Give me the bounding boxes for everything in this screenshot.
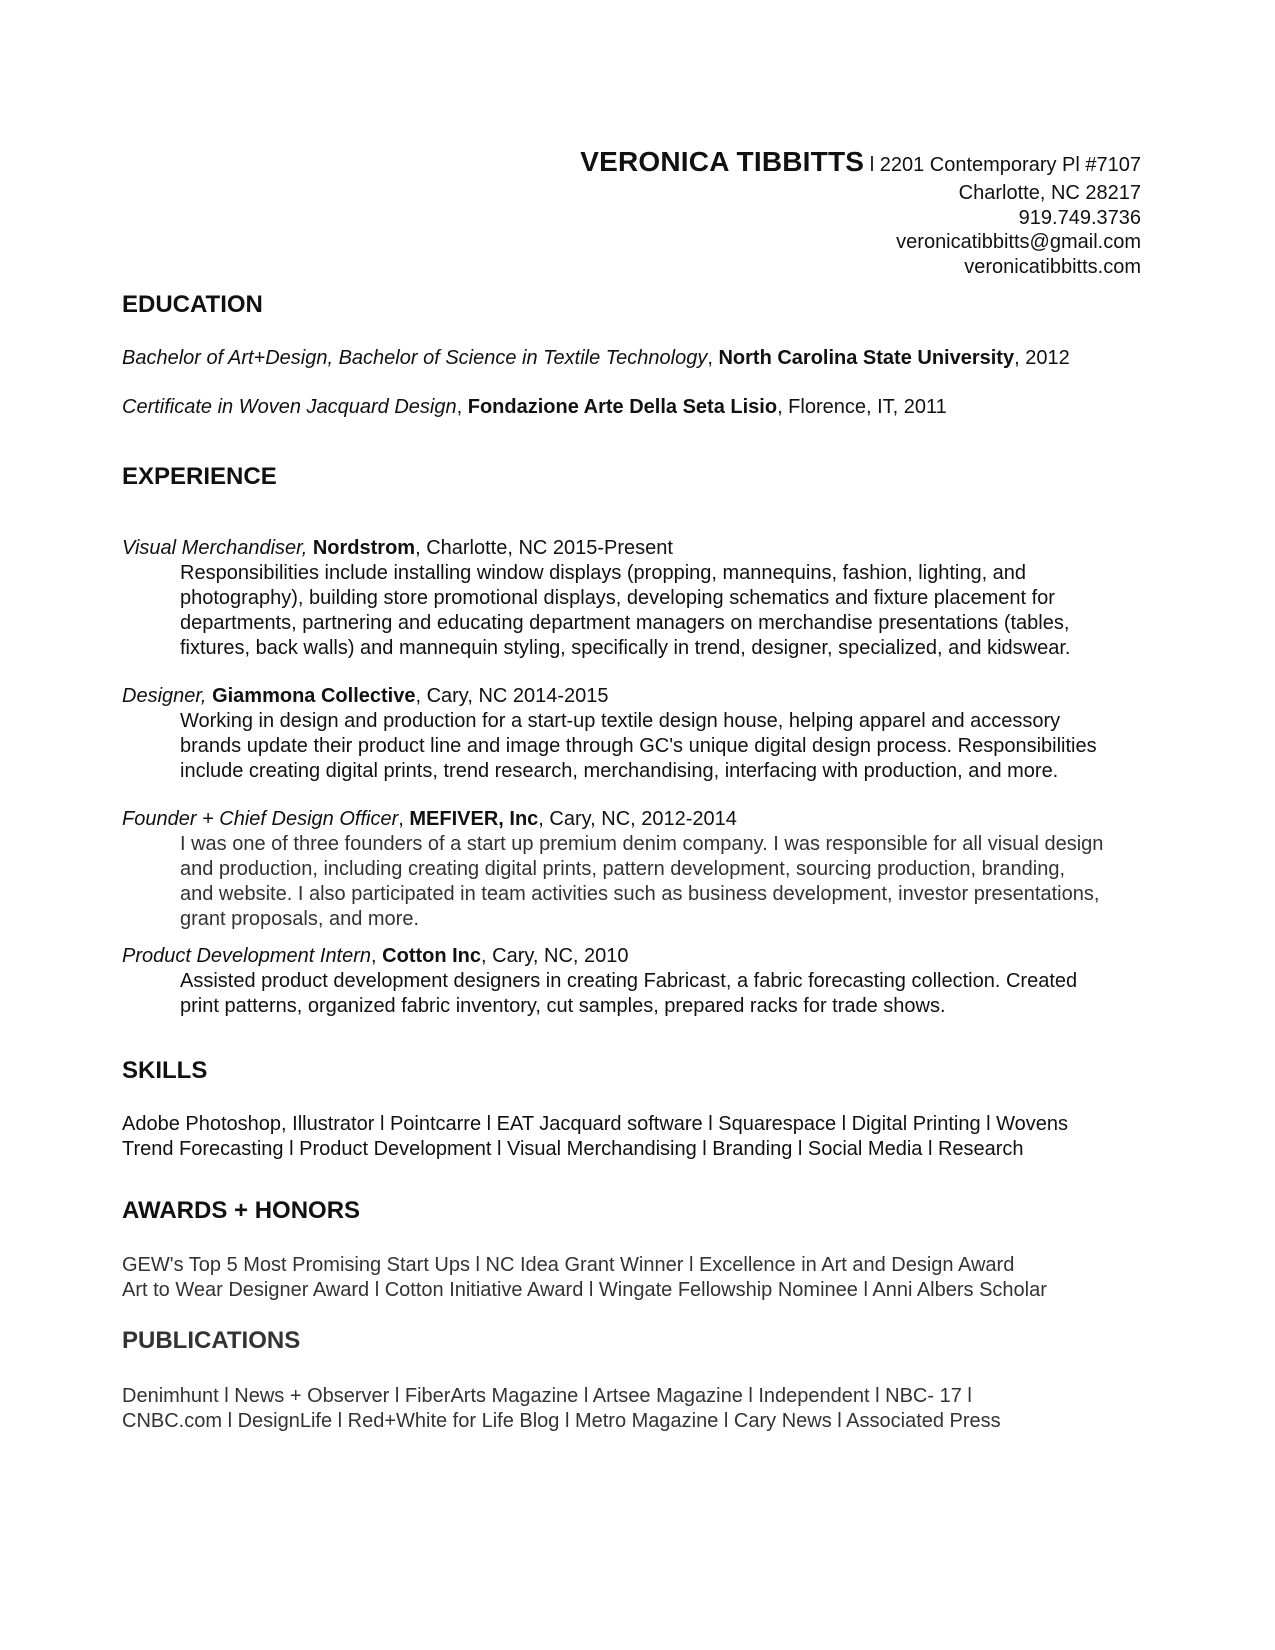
awards-line: Art to Wear Designer Award l Cotton Initiative Award l Wingate Fellowship Nominee l Anni Albers Scholar <box>122 1279 1047 1301</box>
job-role: Designer, <box>122 685 213 707</box>
address-line-2: Charlotte, NC 28217 <box>958 182 1141 204</box>
description-line: print patterns, organized fabric inventory, cut samples, prepared racks for trade shows. <box>180 995 946 1017</box>
awards-line: GEW's Top 5 Most Promising Start Ups l NC Idea Grant Winner l Excellence in Art and Design Award <box>122 1254 1015 1276</box>
education-comma: , <box>707 347 713 369</box>
skills-line: Adobe Photoshop, Illustrator l Pointcarre l EAT Jacquard software l Squarespace l Digital Printing l Wovens <box>122 1113 1069 1135</box>
description-line: brands update their product line and image through GC's unique digital design process. Responsibilities <box>180 735 1097 757</box>
education-degree: Bachelor of Art+Design, Bachelor of Science in Textile Technology <box>122 347 708 369</box>
job-company: MEFIVER, Inc <box>409 808 539 830</box>
applicant-name: VERONICA TIBBITTS <box>580 146 865 177</box>
job-company: Cotton Inc <box>382 945 482 967</box>
description-line: fixtures, back walls) and mannequin styling, specifically in trend, designer, specialized, and kidswear. <box>180 637 1071 659</box>
experience-heading: EXPERIENCE <box>122 463 277 490</box>
education-heading: EDUCATION <box>122 291 263 318</box>
education-details: , 2012 <box>1014 347 1070 369</box>
awards-heading: AWARDS + HONORS <box>122 1197 361 1224</box>
publications-heading: PUBLICATIONS <box>122 1327 301 1354</box>
job-role: Visual Merchandiser, <box>122 537 313 559</box>
job-description <box>180 969 1160 1019</box>
website-url: veronicatibbitts.com <box>964 255 1141 278</box>
description-line: include creating digital prints, trend research, merchandising, interfacing with production, and more. <box>180 760 1059 782</box>
description-line: and website. I also participated in team activities such as business development, investor presentations, <box>180 883 1100 905</box>
description-line: Working in design and production for a start-up textile design house, helping apparel and accessory <box>180 710 1061 732</box>
education-entry <box>122 396 947 419</box>
job-title-line: Founder + Chief Design Officer, MEFIVER, Inc, Cary, NC, 2012-2014 <box>122 808 737 830</box>
education-school: Fondazione Arte Della Seta Lisio <box>467 396 778 418</box>
header-separator: l <box>869 154 875 176</box>
skills-heading: SKILLS <box>122 1057 208 1084</box>
job-title-line <box>122 685 609 708</box>
description-line: departments, partnering and educating department managers on merchandise presentations (tables, <box>180 612 1070 634</box>
skills-line: Trend Forecasting l Product Development l Visual Merchandising l Branding l Social Media l Research <box>122 1138 1024 1160</box>
job-details: , Cary, NC 2014-2015 <box>415 685 609 707</box>
education-comma: , <box>456 396 463 418</box>
description-line: Responsibilities include installing window displays (propping, mannequins, fashion, lighting, and <box>180 562 1027 584</box>
education-degree: Certificate in Woven Jacquard Design <box>122 396 457 418</box>
job-description <box>180 709 1160 784</box>
job-company: Nordstrom <box>312 537 416 559</box>
description-line: and production, including creating digital prints, pattern development, sourcing production, branding, <box>180 858 1065 880</box>
job-details: , Cary, NC, 2010 <box>481 945 629 967</box>
education-school: North Carolina State University <box>718 347 1015 369</box>
description-line: I was one of three founders of a start up premium denim company. I was responsible for all visual design <box>180 833 1104 855</box>
education-details: , Florence, IT, 2011 <box>777 396 947 418</box>
phone-number: 919.749.3736 <box>1018 206 1141 229</box>
email-address: veronicatibbitts@gmail.com <box>896 231 1141 253</box>
job-description <box>180 832 1160 932</box>
job-company: Giammona Collective <box>212 685 416 707</box>
publications-line: CNBC.com l DesignLife l Red+White for Life Blog l Metro Magazine l Cary News l Associated Press <box>122 1410 1001 1432</box>
job-description <box>180 561 1160 661</box>
description-line: grant proposals, and more. <box>180 908 420 930</box>
description-line: photography), building store promotional displays, developing schematics and fixture placement for <box>180 587 1055 609</box>
job-title-line: Product Development Intern, Cotton Inc, Cary, NC, 2010 <box>122 945 629 967</box>
education-entry <box>122 347 1070 370</box>
job-details: , Charlotte, NC 2015-Present <box>415 537 673 559</box>
job-role: Founder + Chief Design Officer <box>122 808 399 830</box>
job-title-line <box>122 537 673 560</box>
name-address-line <box>580 146 1141 181</box>
job-role: Product Development Intern <box>122 945 372 967</box>
publications-line: Denimhunt l News + Observer l FiberArts Magazine l Artsee Magazine l Independent l NBC- 17 l <box>122 1385 972 1407</box>
address-line-1: 2201 Contemporary Pl #7107 <box>879 154 1141 176</box>
job-details: , Cary, NC, 2012-2014 <box>538 808 737 830</box>
contact-header <box>580 146 1141 279</box>
description-line: Assisted product development designers in creating Fabricast, a fabric forecasting collection. Created <box>180 970 1078 992</box>
